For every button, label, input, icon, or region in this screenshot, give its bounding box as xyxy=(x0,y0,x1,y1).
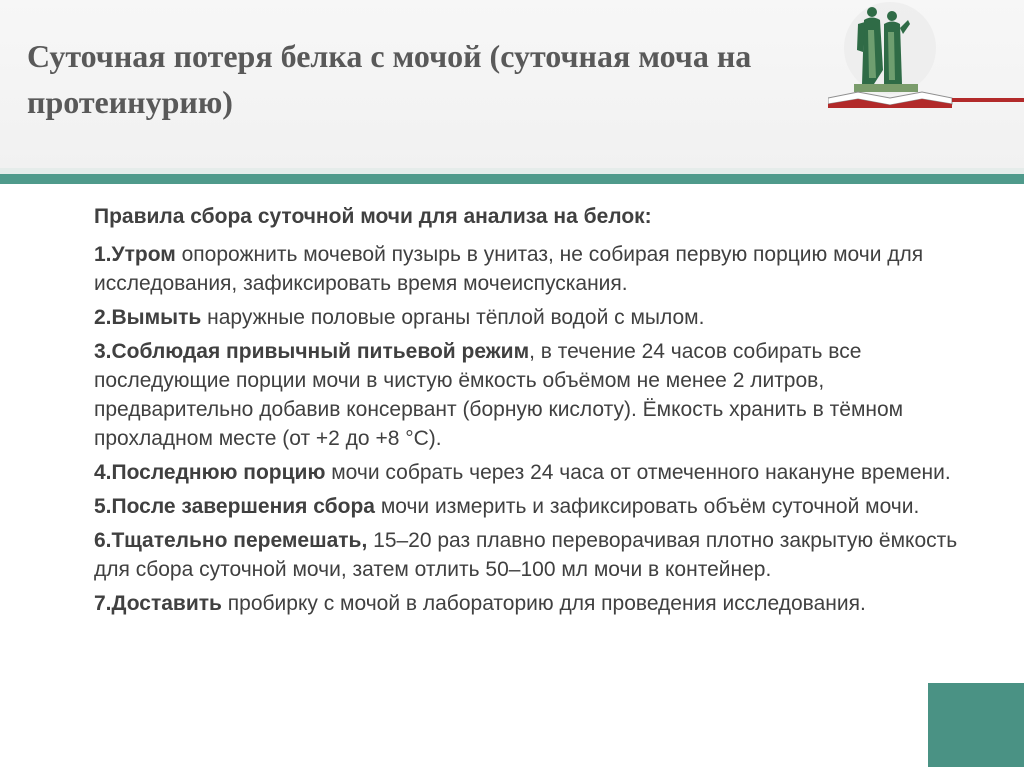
rule-keyword: После завершения сбора xyxy=(111,495,375,518)
rule-keyword: Доставить xyxy=(111,592,222,615)
rule-keyword: Соблюдая привычный питьевой режим xyxy=(111,340,530,363)
rule-text: мочи собрать через 24 часа от отмеченного накануне времени. xyxy=(325,461,951,484)
rule-item xyxy=(94,303,974,332)
rule-item xyxy=(94,526,974,584)
rules-content xyxy=(94,202,974,623)
rule-text: пробирку с мочой в лабораторию для проведения исследования. xyxy=(221,592,866,615)
header-divider-accent xyxy=(0,174,1024,184)
rule-number: 3. xyxy=(94,340,112,363)
rule-text: 15–20 раз плавно переворачивая плотно закрытую ёмкость для сбора суточной мочи, затем отлить 50–100 мл мочи в контейнер. xyxy=(94,529,958,581)
rule-item xyxy=(94,492,974,521)
rule-keyword: Последнюю порцию xyxy=(111,461,326,484)
rule-item xyxy=(94,458,974,487)
rule-keyword: Тщательно перемешать, xyxy=(111,529,368,552)
rule-text: опорожнить мочевой пузырь в унитаз, не собирая первую порцию мочи для исследования, зафиксировать время мочеиспускания. xyxy=(94,243,924,295)
rule-item xyxy=(94,589,974,618)
rule-number: 4. xyxy=(94,461,112,484)
page-title: Суточная потеря белка с мочой (суточная моча на протеинурию) xyxy=(27,38,752,120)
rule-number: 2. xyxy=(94,306,112,329)
rule-item xyxy=(94,337,974,453)
rule-text: мочи измерить и зафиксировать объём суточной мочи. xyxy=(374,495,920,518)
rule-item xyxy=(94,240,974,298)
corner-accent-block xyxy=(928,683,1024,767)
university-emblem-icon xyxy=(828,0,1024,110)
rule-number: 1. xyxy=(94,243,112,266)
rules-intro: Правила сбора суточной мочи для анализа на белок: xyxy=(94,205,652,228)
slide-header xyxy=(0,0,1024,168)
rule-text: наружные половые органы тёплой водой с мылом. xyxy=(201,306,705,329)
rule-keyword: Вымыть xyxy=(111,306,202,329)
rule-number: 6. xyxy=(94,529,112,552)
rule-number: 7. xyxy=(94,592,112,615)
rule-number: 5. xyxy=(94,495,112,518)
rule-text: , в течение 24 часов собирать все последующие порции мочи в чистую ёмкость объёмом не менее 2 литров, предварительно добавив консервант (борную кислоту). Ёмкость хранить в тёмном прохладном месте (от +2 до +8 °С). xyxy=(94,340,904,450)
rule-keyword: Утром xyxy=(111,243,176,266)
